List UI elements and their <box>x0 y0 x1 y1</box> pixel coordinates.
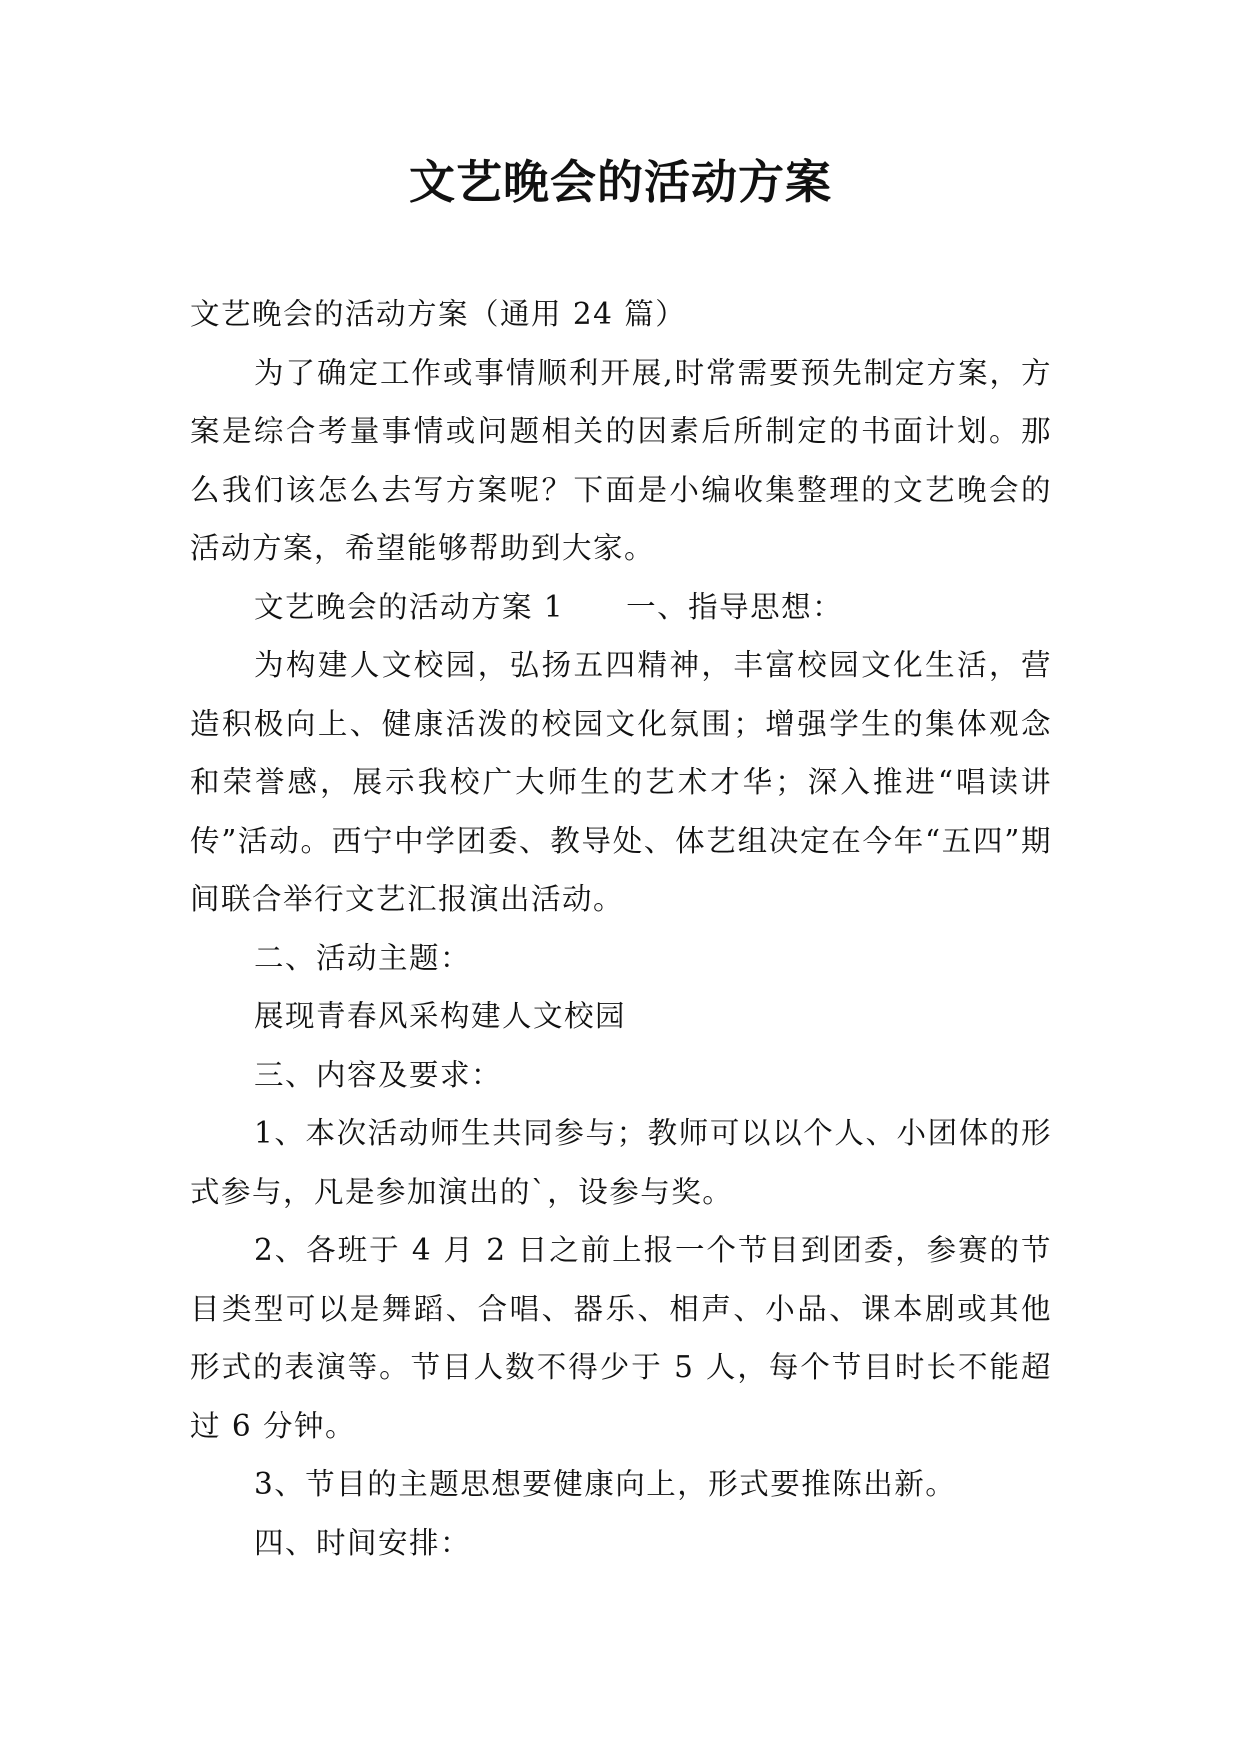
document-title: 文艺晚会的活动方案 <box>409 155 832 209</box>
guiding-thought-paragraph: 为构建人文校园，弘扬五四精神，丰富校园文化生活，营造积极向上、健康活泼的校园文化氛围；增强学生的集体观念和荣誉感，展示我校广大师生的艺术才华；深入推进“唱读讲传”活动。西宁中学团委、教导处、体艺组决定在今年“五四”期间联合举行文艺汇报演出活动。 <box>190 648 1052 916</box>
section-heading-theme: 二、活动主题： <box>254 940 472 975</box>
content-item-3: 3、节目的主题思想要健康向上，形式要推陈出新。 <box>254 1467 957 1501</box>
content-item-2: 2、各班于 4 月 2 日之前上报一个节目到团委，参赛的节目类型可以是舞蹈、合唱、器乐、相声、小品、课本剧或其他形式的表演等。节目人数不得少于 5 人，每个节目时长不能超过 6 分钟。 <box>190 1233 1052 1443</box>
content-item-1: 1、本次活动师生共同参与；教师可以以个人、小团体的形式参与，凡是参加演出的`，设参与奖。 <box>190 1116 1052 1209</box>
section-heading-content: 三、内容及要求： <box>254 1057 503 1092</box>
document-body <box>190 285 1052 1572</box>
section-heading-plan-1: 文艺晚会的活动方案 1 一、指导思想： <box>254 589 844 624</box>
theme-paragraph: 展现青春风采构建人文校园 <box>254 999 627 1033</box>
section-heading-schedule: 四、时间安排： <box>254 1525 472 1560</box>
subtitle-paragraph: 文艺晚会的活动方案（通用 24 篇） <box>190 297 687 331</box>
intro-paragraph: 为了确定工作或事情顺利开展,时常需要预先制定方案，方案是综合考量事情或问题相关的因素后所制定的书面计划。那么我们该怎么去写方案呢？下面是小编收集整理的文艺晚会的活动方案，希望能够帮助到大家。 <box>190 355 1052 565</box>
